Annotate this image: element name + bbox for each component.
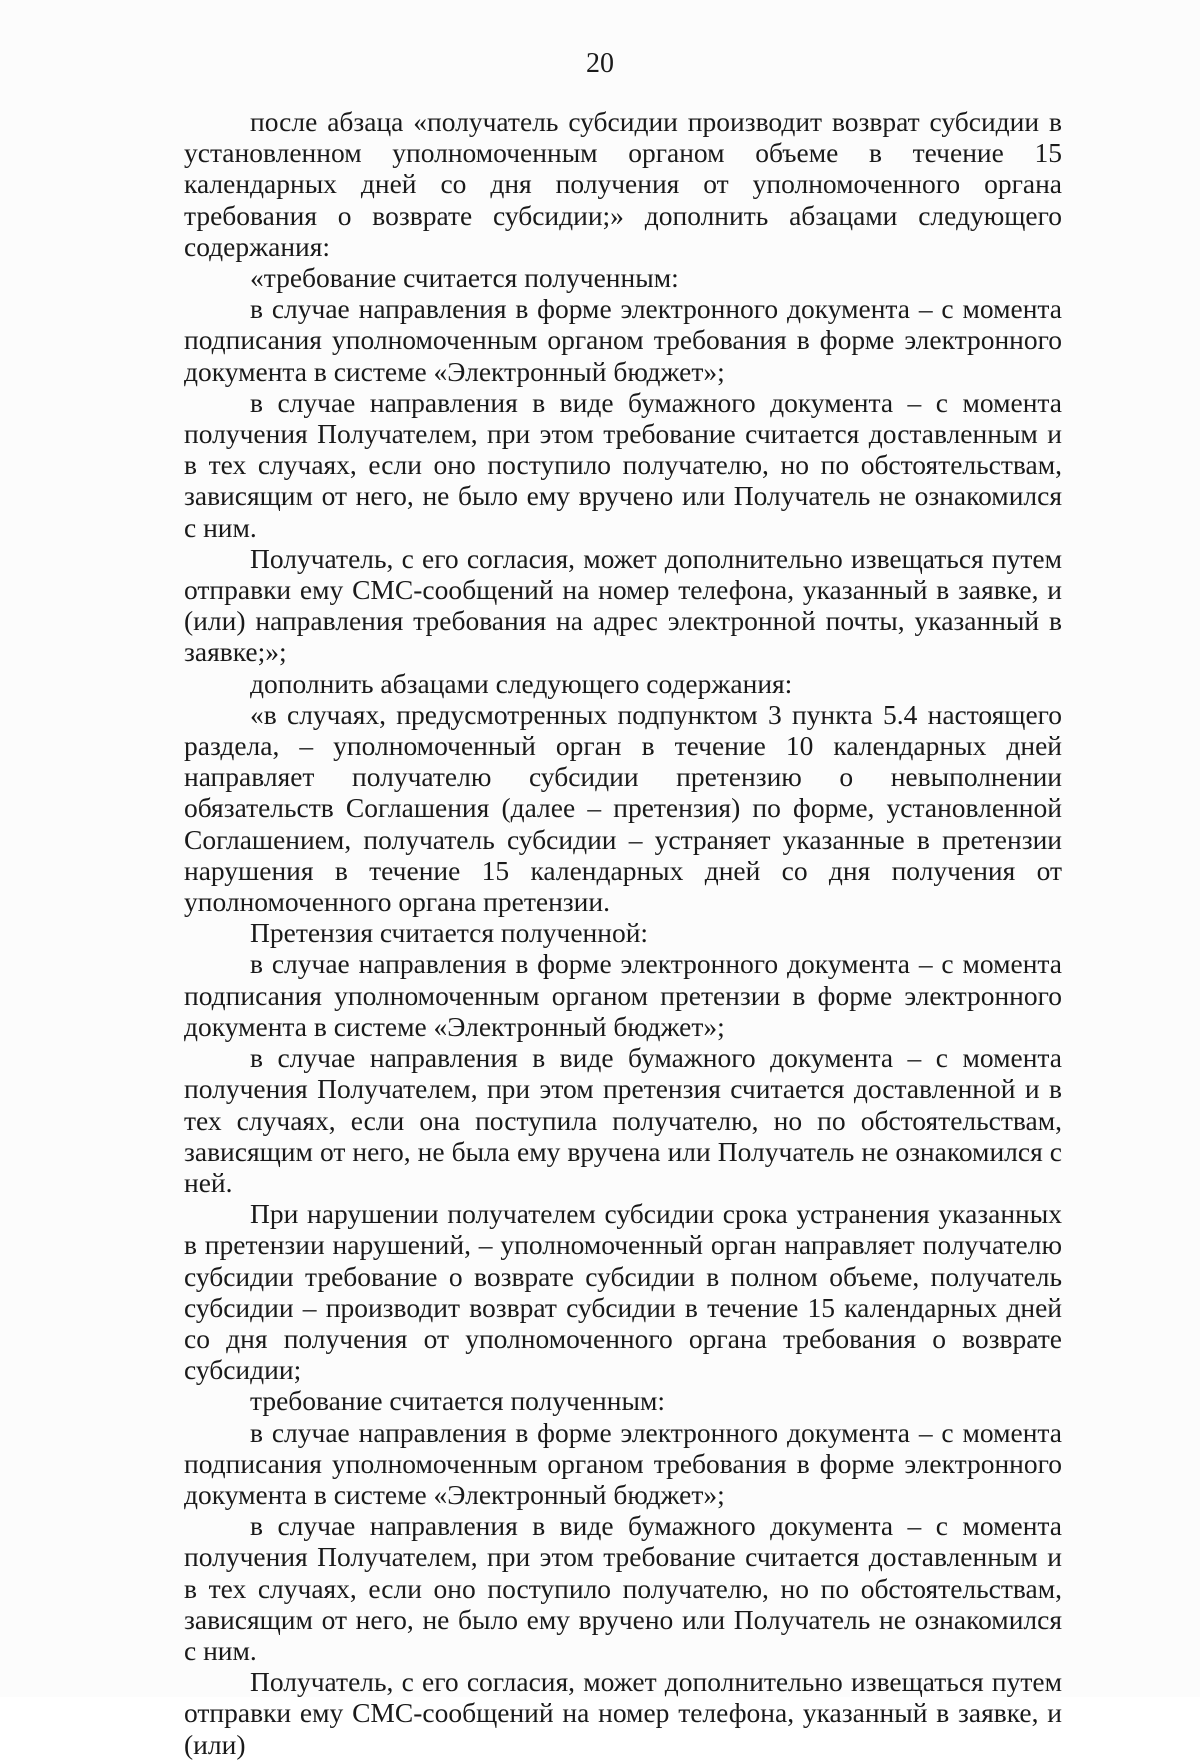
paragraph: в случае направления в виде бумажного документа – с момента получения Получателем, при этом претензия считается доставленной и в тех случаях, если она поступила получателю, но по обстоятельствам, зависящим от него, не была ему вручена или Получатель не ознакомился с ней. [184, 1042, 1062, 1198]
paragraph: требование считается полученным: [250, 1385, 666, 1417]
paragraph: Получатель, с его согласия, может дополнительно извещаться путем отправки ему СМС-сообщений на номер телефона, указанный в заявке, и (или) [184, 1666, 1062, 1760]
paragraph: При нарушении получателем субсидии срока устранения указанных в претензии нарушений, – уполномоченный орган направляет получателю субсидии требование о возврате субсидии в полном объеме, получатель субсидии – производит возврат субсидии в течение 15 календарных дней со дня получения от уполномоченного органа требования о возврате субсидии; [184, 1198, 1062, 1386]
page-number: 20 [586, 48, 614, 79]
paragraph: в случае направления в виде бумажного документа – с момента получения Получателем, при этом требование считается доставленным и в тех случаях, если оно поступило получателю, но по обстоятельствам, зависящим от него, не было ему вручено или Получатель не ознакомился с ним. [184, 1510, 1062, 1666]
paragraph: «требование считается полученным: [250, 262, 679, 294]
paragraph: дополнить абзацами следующего содержания: [250, 667, 793, 699]
paragraph: Получатель, с его согласия, может дополнительно извещаться путем отправки ему СМС-сообщений на номер телефона, указанный в заявке, и (или) направления требования на адрес электронной почты, указанный в заявке;»; [184, 542, 1062, 668]
paragraph: «в случаях, предусмотренных подпунктом 3 пункта 5.4 настоящего раздела, – уполномоченный орган в течение 10 календарных дней направляет получателю субсидии претензию о невыполнении обязательств Соглашения (далее – претензия) по форме, установленной Соглашением, получатель субсидии – устраняет указанные в претензии нарушения в течение 15 календарных дней со дня получения от уполномоченного органа претензии. [184, 698, 1062, 918]
paragraph: в случае направления в виде бумажного документа – с момента получения Получателем, при этом требование считается доставленным и в тех случаях, если оно поступило получателю, но по обстоятельствам, зависящим от него, не было ему вручено или Получатель не ознакомился с ним. [184, 386, 1062, 543]
document-body [184, 106, 1062, 1760]
paragraph: в случае направления в форме электронного документа – с момента подписания уполномоченным органом требования в форме электронного документа в системе «Электронный бюджет»; [184, 1416, 1062, 1510]
paragraph: в случае направления в форме электронного документа – с момента подписания уполномоченным органом претензии в форме электронного документа в системе «Электронный бюджет»; [184, 948, 1062, 1042]
paragraph: после абзаца «получатель субсидии производит возврат субсидии в установленном уполномоченным органом объеме в течение 15 календарных дней со дня получения от уполномоченного органа требования о возврате субсидии;» дополнить абзацами следующего содержания: [184, 106, 1062, 262]
paragraph: Претензия считается полученной: [250, 917, 649, 949]
paragraph: в случае направления в форме электронного документа – с момента подписания уполномоченным органом требования в форме электронного документа в системе «Электронный бюджет»; [184, 293, 1062, 387]
